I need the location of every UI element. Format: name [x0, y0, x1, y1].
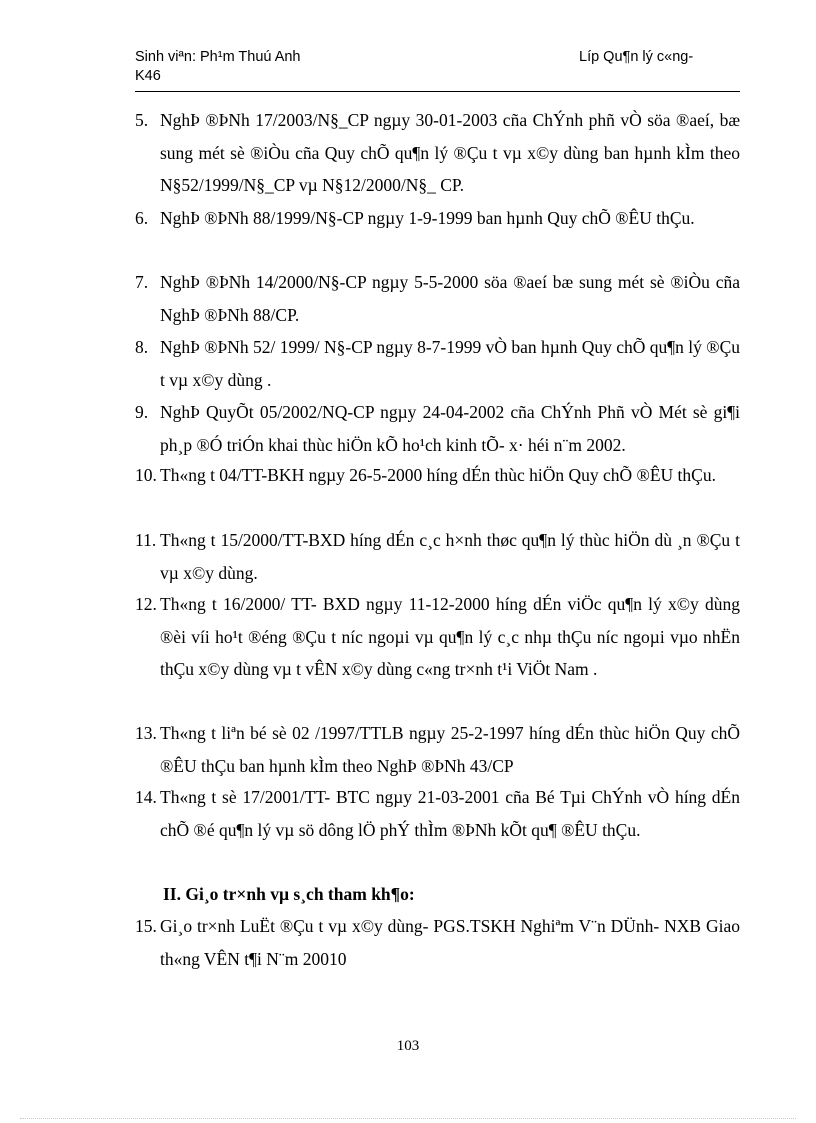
list-item — [135, 910, 740, 975]
header-student: Sinh viªn: Ph¹m Thuú Anh — [135, 49, 301, 65]
list-item — [135, 104, 740, 202]
item-text: Th«ng t 16/2000/ TT- BXD ngµy 11-12-2000 híng dÉn viÖc qu¶n lý x©y dùng ®èi víi ho¹t ®éng ®Çu t níc ngoµi vµ qu¶n lý c¸c nhµ thÇu níc ngoµi vµo nhËn thÇu x©y dùng vµ t vÊN x©y dùng c«ng tr×nh t¹i ViÖt Nam . — [160, 594, 740, 680]
page-number: 103 — [396, 1038, 420, 1054]
item-text: NghÞ QuyÕt 05/2002/NQ-CP ngµy 24-04-2002 cña ChÝnh Phñ vÒ Mét sè gi¶i ph¸p ®Ó triÓn khai thùc hiÖn kÕ ho¹ch kinh tÕ- x· héi n¨m 2002. — [160, 402, 740, 455]
item-text: NghÞ ®ÞNh 14/2000/N§-CP ngµy 5-5-2000 söa ®aeí bæ sung mét sè ®iÒu cña NghÞ ®ÞNh 88/CP. — [160, 272, 740, 325]
item-text: Th«ng t liªn bé sè 02 /1997/TTLB ngµy 25-2-1997 híng dÉn thùc hiÖn Quy chÕ ®ÊU thÇu ban hµnh kÌm theo NghÞ ®ÞNh 43/CP — [160, 723, 740, 776]
header-class: Líp Qu¶n lý c«ng- — [579, 49, 694, 65]
section-heading: II. Gi¸o tr×nh vµ s¸ch tham kh¶o: — [163, 884, 415, 904]
item-number: 14. — [135, 787, 157, 807]
item-text: NghÞ ®ÞNh 17/2003/N§_CP ngµy 30-01-2003 cña ChÝnh phñ vÒ söa ®aeí, bæ sung mét sè ®iÒu cña Quy chÕ qu¶n lý ®Çu t vµ x©y dùng ban hµnh kÌm theo N§52/1999/N§_CP vµ N§12/2000/N§_ CP. — [160, 110, 740, 196]
item-number: 11. — [135, 530, 157, 550]
list-item — [135, 588, 740, 686]
item-number: 10. — [135, 465, 157, 485]
item-number: 8. — [135, 337, 149, 357]
list-item — [135, 459, 740, 492]
item-number: 7. — [135, 272, 149, 292]
list-item — [135, 524, 740, 589]
item-text: Th«ng t 15/2000/TT-BXD híng dÉn c¸c h×nh thøc qu¶n lý thùc hiÖn dù ¸n ®Çu t vµ x©y dùng. — [160, 530, 740, 583]
item-number: 13. — [135, 723, 157, 743]
list-item — [135, 396, 740, 461]
item-number: 15. — [135, 916, 157, 936]
header-rule — [135, 91, 740, 92]
list-item — [135, 331, 740, 396]
item-number: 5. — [135, 110, 149, 130]
item-text: Th«ng t sè 17/2001/TT- BTC ngµy 21-03-2001 cña Bé Tµi ChÝnh vÒ híng dÉn chÕ ®é qu¶n lý vµ sö dông lÖ phÝ thÌm ®ÞNh kÕt qu¶ ®ÊU thÇu. — [160, 787, 740, 840]
item-text: NghÞ ®ÞNh 88/1999/N§-CP ngµy 1-9-1999 ban hµnh Quy chÕ ®ÊU thÇu. — [160, 208, 695, 228]
item-number: 6. — [135, 208, 149, 228]
item-text: Gi¸o tr×nh LuËt ®Çu t vµ x©y dùng- PGS.TSKH Nghiªm V¨n DÜnh- NXB Giao th«ng VÊN t¶i N¨m 20010 — [160, 916, 740, 969]
page-bottom-dotted-line — [20, 1118, 796, 1119]
list-item — [135, 266, 740, 331]
list-item — [135, 202, 740, 235]
item-number: 12. — [135, 594, 157, 614]
item-number: 9. — [135, 402, 149, 422]
list-item — [135, 717, 740, 782]
list-item — [135, 781, 740, 846]
item-text: Th«ng t 04/TT-BKH ngµy 26-5-2000 híng dÉn thùc hiÖn Quy chÕ ®ÊU thÇu. — [160, 465, 716, 485]
item-text: NghÞ ®ÞNh 52/ 1999/ N§-CP ngµy 8-7-1999 vÒ ban hµnh Quy chÕ qu¶n lý ®Çu t vµ x©y dùng . — [160, 337, 741, 390]
header-class-cont: K46 — [135, 68, 161, 84]
